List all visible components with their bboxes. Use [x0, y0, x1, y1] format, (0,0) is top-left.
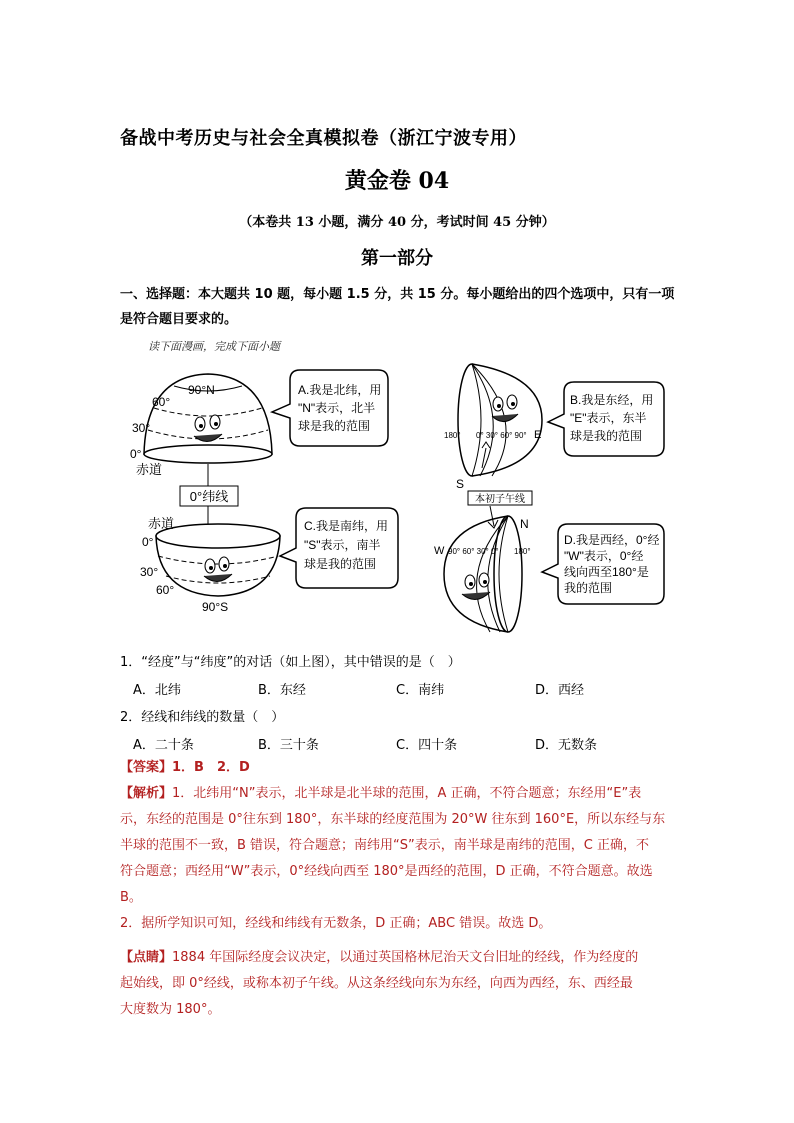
west-label-n: N	[520, 517, 529, 531]
label-60: 60°	[152, 395, 171, 409]
bubble-c-line-3: 球是我的范围	[304, 557, 377, 571]
east-label-e: E	[534, 429, 542, 441]
part-heading: 第一部分	[361, 248, 433, 269]
speech-bubble-d	[542, 524, 664, 604]
west-degree-ticks: 90° 60° 30° 0°	[448, 547, 499, 556]
label-equator: 赤道	[136, 462, 163, 477]
zero-latitude-label: 0°纬线	[189, 489, 229, 504]
speech-bubble-a	[272, 370, 388, 446]
q1-option-b: B．东经	[258, 683, 306, 698]
bubble-d-line-3: 线向西至180°是	[564, 565, 649, 579]
analysis-line-3: 半球的范围不一致，B 错误，符合题意；南纬用“S”表示，南半球是南纬的范围，C 正确，不	[120, 838, 649, 853]
analysis-line-1: 1．北纬用“N”表示，北半球是北半球的范围，A 正确，不符合题意；东经用“E”表	[172, 786, 642, 801]
bubble-d-line-2: "W"表示，0°经	[564, 549, 644, 563]
label-90n: 90°N	[188, 383, 215, 397]
analysis-line-6: 2．据所学知识可知，经线和纬线有无数条，D 正确；ABC 错误。故选 D。	[120, 916, 552, 931]
question-2-stem: 2．经线和纬线的数量（ ）	[120, 710, 285, 725]
exam-info: （本卷共 13 小题，满分 40 分，考试时间 45 分钟）	[239, 215, 555, 230]
bubble-d-line-1: D.我是西经，0°经	[564, 533, 660, 547]
exam-title: 黄金卷 04	[344, 168, 450, 194]
bubble-a-line-2: "N"表示，北半	[298, 401, 376, 415]
figure-prompt: 读下面漫画，完成下面小题	[148, 340, 280, 353]
q1-option-c: C．南纬	[396, 683, 445, 698]
analysis-line-5: B。	[120, 890, 142, 905]
speech-bubble-b	[548, 382, 664, 456]
q2-option-c: C．四十条	[396, 738, 458, 753]
label-0: 0°	[130, 447, 142, 461]
bubble-b-line-3: 球是我的范围	[570, 429, 643, 443]
q1-option-d: D．西经	[535, 683, 585, 698]
bubble-d-line-4: 我的范围	[564, 581, 613, 595]
analysis-line-4: 符合题意；西经用“W”表示，0°经线向西至 180°是西经的范围，D 正确，不符合题意。故选	[120, 864, 653, 879]
east-label-180: 180°	[444, 431, 461, 440]
answer-text: 1．B 2．D	[172, 760, 250, 775]
label-90s: 90°S	[202, 600, 229, 614]
bubble-c-line-1: C.我是南纬，用	[304, 519, 389, 533]
analysis-block	[120, 781, 680, 937]
highlight-block	[120, 945, 680, 1023]
exam-supertitle: 备战中考历史与社会全真模拟卷（浙江宁波专用）	[120, 128, 527, 149]
answer-block	[120, 755, 680, 781]
q2-option-b: B．三十条	[258, 738, 319, 753]
eastern-hemisphere-figure	[458, 364, 542, 476]
q2-option-a: A．二十条	[133, 738, 194, 753]
bubble-b-line-2: "E"表示，东半	[570, 411, 647, 425]
highlight-line-1: 1884 年国际经度会议决定，以通过英国格林尼治天文台旧址的经线，作为经度的	[172, 950, 639, 965]
bubble-a-line-1: A.我是北纬，用	[298, 383, 382, 397]
label-s0: 0°	[142, 535, 154, 549]
west-label-180: 180°	[514, 547, 531, 556]
speech-bubble-c	[280, 508, 398, 588]
answer-tag: 【答案】	[120, 760, 173, 775]
east-label-s: S	[456, 477, 465, 491]
label-s60: 60°	[156, 583, 175, 597]
bubble-b-line-1: B.我是东经，用	[570, 393, 654, 407]
southern-hemisphere-figure	[156, 524, 280, 596]
label-30: 30°	[132, 421, 151, 435]
analysis-line-2: 示，东经的范围是 0°往东到 180°，东半球的经度范围为 20°W 往东到 160°E，所以东经与东	[120, 812, 666, 827]
q1-option-a: A．北纬	[133, 683, 181, 698]
highlight-line-2: 起始线，即 0°经线，或称本初子午线。从这条经线向东为东经，向西为西经，东、西经最	[120, 976, 633, 991]
west-label-w: W	[434, 545, 445, 557]
western-hemisphere-figure	[444, 506, 522, 632]
prime-meridian-label: 本初子午线	[475, 494, 525, 505]
bubble-a-line-3: 球是我的范围	[298, 419, 371, 433]
east-degree-ticks: 0° 30° 60° 90°	[476, 431, 527, 440]
label-equator-south: 赤道	[148, 516, 175, 531]
section-instruction: 一、选择题：本大题共 10 题，每小题 1.5 分，共 15 分。每小题给出的四个选项中，只有一项是符合题目要求的。	[120, 287, 675, 327]
label-s30: 30°	[140, 565, 159, 579]
latitude-longitude-cartoon	[130, 356, 670, 638]
highlight-tag: 【点睛】	[120, 950, 173, 965]
analysis-tag: 【解析】	[120, 786, 173, 801]
bubble-c-line-2: "S"表示，南半	[304, 538, 381, 552]
highlight-line-3: 大度数为 180°。	[120, 1002, 221, 1017]
question-1-stem: 1．“经度”与“纬度”的对话（如上图），其中错误的是（ ）	[120, 655, 461, 670]
q2-option-d: D．无数条	[535, 738, 598, 753]
